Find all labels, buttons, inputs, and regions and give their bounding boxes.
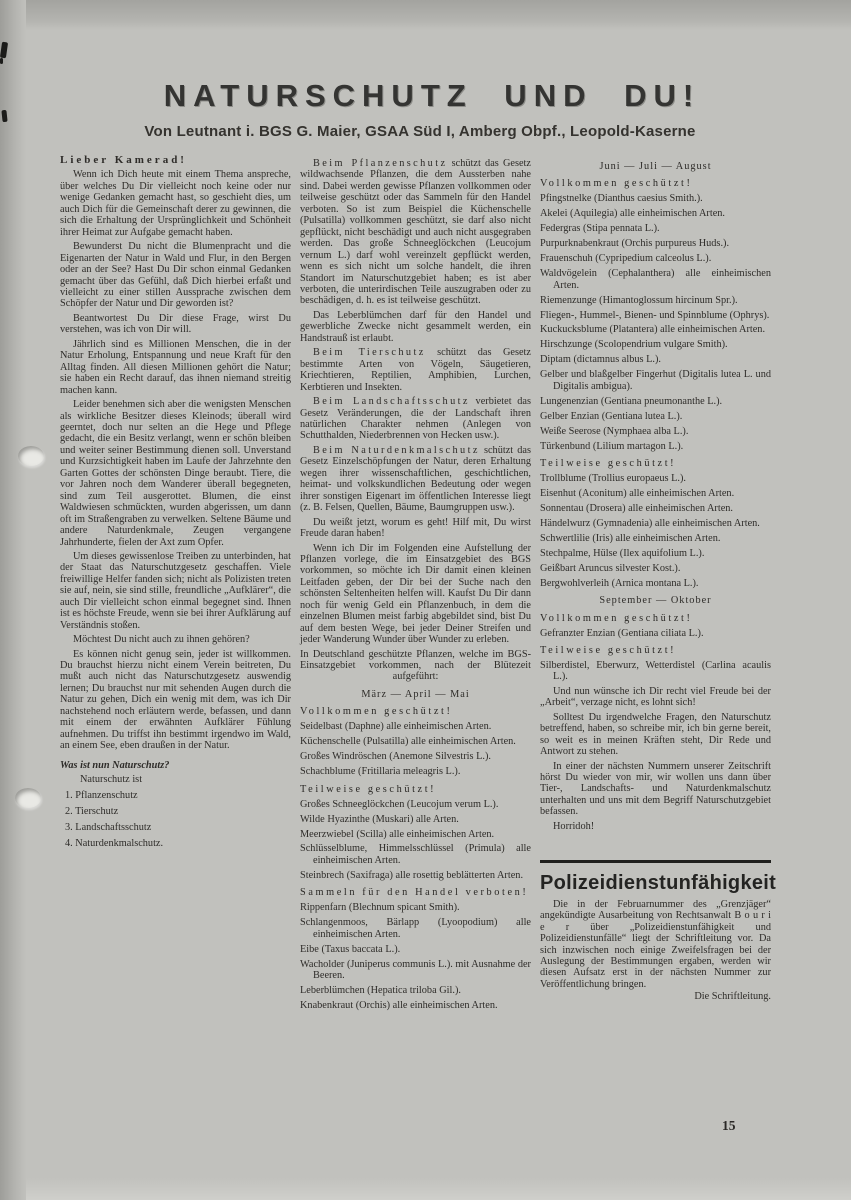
item: Stechpalme, Hülse (Ilex aquifolium L.). — [540, 547, 705, 559]
item: Wacholder (Juniperus communis L.). mit Ausnahme der Beeren. — [300, 958, 531, 982]
spaced-lead: Beim Tierschutz — [313, 347, 426, 359]
spaced-heading: Sammeln für den Handel verboten! — [300, 887, 529, 899]
page-number: 15 — [722, 1118, 736, 1133]
item: Diptam (dictamnus albus L.). — [540, 354, 661, 366]
item: Federgras (Stipa pennata L.). — [540, 223, 660, 235]
column-3 — [540, 155, 777, 1011]
para: Du weißt jetzt, worum es geht! Hilf mit, Du wirst Freude daran haben! — [300, 516, 531, 540]
column-2 — [300, 155, 531, 1011]
item: Silberdistel, Eberwurz, Wetterdistel (Carlina acaulis L.). — [540, 659, 771, 683]
byline: Von Leutnant i. BGS G. Maier, GSAA Süd I, Amberg Obpf., Leopold-Kaserne — [144, 123, 696, 140]
para: Und nun wünsche ich Dir recht viel Freude bei der „Arbeit“, verzage nicht, es lohnt sich! — [540, 685, 771, 709]
item: Knabenkraut (Orchis) alle einheimischen Arten. — [300, 999, 498, 1011]
page-title: NATURSCHUTZ UND DU! — [163, 78, 701, 113]
para: Jährlich sind es Millionen Menschen, die in der Natur Erholung, Entspannung und neue Kraft für den Alltag finden. All diesen Millionen gehört die Natur; sie haben ein Recht darauf, das ihnen niemand streitig machen kann. — [60, 338, 291, 396]
item: Meerzwiebel (Scilla) alle einheimischen Arten. — [300, 828, 495, 840]
item: Küchenschelle (Pulsatilla) alle einheimischen Arten. — [300, 736, 516, 748]
numbered: 4. Naturdenkmalschutz. — [65, 837, 164, 849]
spaced-heading: Teilweise geschützt! — [540, 645, 677, 656]
numbered: 1. Pflanzenschutz — [65, 790, 138, 802]
para: Es können nicht genug sein, jeder ist willkommen. Du brauchst hierzu nicht einem Verein beitreten, Du mußt auch nicht das Naturschutzgesetz auswendig lernen; Du brauchst nur mit sehenden Augen durch die Natur zu gehen, Dich ein wenig mit dem, was ich Dir nachstehend noch erläutern werde, befassen, und dann mit einem der erwähnten Aufklärer Fühlung aufnehmen. Du triffst ihn bestimmt irgendwo im Wald, an einem See, eben draußen in der Natur. — [60, 648, 291, 752]
para: Beantwortest Du Dir diese Frage, wirst Du verstehen, was ich von Dir will. — [60, 312, 291, 336]
spaced-heading: Teilweise geschützt! — [300, 783, 437, 795]
column-1 — [60, 155, 291, 1011]
item: Weiße Seerose (Nymphaea alba L.). — [540, 425, 689, 437]
para: Beim Landschaftsschutz verbietet das Gesetz Veränderungen, die der Landschaft ihren natürlichen Charakter nehmen (Anlegen von Schutthalden, Niederbrennen von Hecken usw.). — [300, 396, 531, 442]
item: Hirschzunge (Scolopendrium vulgare Smith). — [540, 339, 728, 351]
numbered: 3. Landschaftsschutz — [65, 821, 152, 833]
para: Um dieses gewissenlose Treiben zu unterbinden, hat der Staat das Naturschutzgesetz geschaffen. Viele freiwillige Helfer fanden sich; nicht als Polizisten treten sie auf, nein, sie sind stille, freundliche „Aufklärer“, die auch Dir vielleicht schon einmal begegnet sind. Ihnen ist es höchste Freude, wenn sie bei ihrer Aufklärung auf Verständnis stoßen. — [60, 550, 291, 631]
para: Horridoh! — [553, 820, 595, 832]
para: In Deutschland geschützte Pflanzen, welche im BGS-Einsatzgebiet vorkommen, nach der Blütezeit aufgeführt: — [300, 648, 531, 683]
spaced-heading: Vollkommen geschützt! — [540, 612, 693, 624]
item: Waldvögelein (Cephalanthera) alle einheimischen Arten. — [540, 268, 771, 291]
item: Leberblümchen (Hepatica triloba Gil.). — [300, 985, 461, 996]
para: Das Leberblümchen darf für den Handel und gewerbliche Zwecke nicht gesammelt werden, ein Handstrauß ist erlaubt. — [300, 309, 531, 344]
item: Türkenbund (Lilium martagon L.). — [540, 440, 684, 452]
lead-heading: Lieber Kamerad! — [60, 154, 187, 166]
item: Großes Schneeglöckchen (Leucojum verum L.). — [300, 798, 499, 810]
article-heading: Polizeidienstunfähigkeit — [540, 872, 777, 895]
item: Seidelbast (Daphne) alle einheimischen Arten. — [300, 721, 492, 733]
para: Bewunderst Du nicht die Blumenpracht und die Eigenarten der Natur in Wald und Flur, in den Bergen oder an der See? Hast Du Dir schon einmal Gedanken gemacht über das Gefühl, daß Dich hierbei erfaßt und vielleicht zu einer stillen Aussprache zwischen dem Schöpfer der Natur und Dir geworden ist? — [60, 241, 291, 310]
item: Gefranzter Enzian (Gentiana ciliata L.). — [540, 627, 704, 639]
spaced-lead: Beim Naturdenkmalschutz — [313, 444, 480, 456]
punch-hole — [15, 788, 41, 808]
item: Riemenzunge (Himantoglossum hircinum Spr.). — [540, 294, 738, 306]
item: Pfingstnelke (Dianthus caesius Smith.). — [540, 193, 703, 205]
month-heading: März — April — Mai — [361, 688, 470, 700]
spaced-heading: Teilweise geschützt! — [540, 458, 677, 470]
item: Lungenenzian (Gentiana pneumonanthe L.). — [540, 395, 723, 407]
item: Frauenschuh (Cypripedium calceolus L.). — [540, 253, 712, 265]
masthead — [60, 78, 780, 140]
paper-speck — [0, 58, 3, 64]
item: Gelber und blaßgelber Fingerhut (Digitalis lutea L. und Digitalis ambigua). — [540, 369, 771, 392]
item: Trollblume (Trollius europaeus L.). — [540, 473, 686, 485]
item: Rippenfarn (Blechnum spicant Smith). — [300, 902, 460, 914]
item: Eisenhut (Aconitum) alle einheimischen Arten. — [540, 487, 735, 499]
item: Purpurknabenkraut (Orchis purpureus Huds.). — [540, 238, 730, 250]
item: Fliegen-, Hummel-, Bienen- und Spinnblume (Ophrys). — [540, 309, 770, 321]
item: Schlüsselblume, Himmelsschlüssel (Primula) alle einheimischen Arten. — [300, 843, 531, 866]
signature: Die Schriftleitung. — [694, 991, 771, 1003]
punch-hole — [18, 446, 44, 466]
item: Bergwohlverleih (Arnica montana L.). — [540, 577, 699, 589]
spaced-lead: Beim Landschaftsschutz — [313, 396, 470, 408]
month-heading: Juni — Juli — August — [599, 161, 712, 172]
numbered: 2. Tierschutz — [65, 806, 119, 818]
para: Beim Naturdenkmalschutz schützt das Gesetz Einzelschöpfungen der Natur, deren Erhaltung wegen ihrer wissenschaftlichen, geschichtlichen, heimat- und volkskundlichen Bedeutung oder wegen ihrer sonstigen Eigenart im öffentlichen Interesse liegt (z. B. Felsen, Quellen, Bäume, Baumgruppen usw.). — [300, 444, 531, 514]
para: Wenn ich Dich heute mit einem Thema anspreche, über welches Du Dir vielleicht noch keine oder nur wenige Gedanken gemacht hast, so geschieht dies, um auch Dich für die Gemeinschaft derer zu gewinnen, die sich die Erhaltung der Ursprünglichkeit und Schönheit ihrer Heimat zur Aufgabe gemacht haben. — [60, 169, 291, 238]
para: Wenn ich Dir im Folgenden eine Aufstellung der Pflanzen vorlege, die im Einsatzgebiet des BGS vorkommen, so möchte ich Dir damit einen kleinen Leitfaden geben, der Dir bei der Suche nach den schönsten Seltenheiten helfen will. Kaufst Du Dir dann noch für wenig Geld ein Pflanzenbuch, in dem die einzelnen Blumen meist farbig abgebildet sind, bist Du auf dem besten Wege, bei jeder Deiner Streifen und jeder Wanderung Wunder über Wunder zu erleben. — [300, 542, 531, 646]
plain-indent: Naturschutz ist — [80, 774, 143, 786]
spaced-heading: Vollkommen geschützt! — [300, 706, 453, 718]
scan-top-shadow — [0, 0, 851, 30]
item: Gelber Enzian (Gentiana lutea L.). — [540, 410, 683, 422]
para: Die in der Februarnummer des „Grenzjäger“ angekündigte Ausarbeitung von Rechtsanwalt B o u r i e r über „Polizeidienstunfähigkeit und Polizeidienstunfälle“ liegt der Schriftleitung vor. Da sich inzwischen noch einige Zweifelsfragen bei der Auslegung der Bestimmungen ergaben, werden wir diesen Aufsatz erst in der nächsten Nummer zur Veröffentlichung bringen. — [540, 898, 771, 990]
month-heading: September — Oktober — [599, 595, 712, 607]
scan-bottom-edge — [0, 1178, 851, 1200]
para: Beim Pflanzenschutz schützt das Gesetz wildwachsende Pflanzen, die dem Aussterben nahe sind. Dabei werden gewisse Pflanzen vollkommen oder teilweise geschützt oder das Sammeln für den Handel verboten. So ist zum Beispiel die Küchenschelle (Pulsatilla) vollkommen geschützt, sie darf also nicht gepflückt, nicht beschädigt und auch nicht ausgegraben werden. Das große Schneeglöckchen (Leucojum vernum L.) darf wohl vereinzelt gepflückt werden, wenn es sich nicht um solche handelt, die ihren Standort im Naturschutzgebiet haben; es ist aber verboten, die unterirdischen Teile auszugraben oder zu beschädigen, d. h. es ist teilweise geschützt. — [300, 158, 531, 307]
scan-gutter-shadow — [0, 0, 26, 1200]
para: Leider benehmen sich aber die wenigsten Menschen als wirkliche Besitzer dieses Kleinods; überall wird geerntet, doch nur selten an die Hege und Pflege gedacht, die ein Besitz verlangt, wenn er schön bleiben und weiter seiner Bestimmung dienen soll. Unverstand und Kurzsichtigkeit haben im Laufe der Jahrzehnte den Garten Gottes der schönsten Dinge beraubt. Tiere, die vor Jahren noch dem Wanderer überall begegneten, sind zum Teil ausgerottet. Blumen, die einst Waldwiesen schmückten, wurden abgerissen, um dann oft im Straßengraben zu verwelken. Seltene Bäume und andere Naturdenkmale, Zeugen vergangene Jahrhunderte, fielen der Axt zum Opfer. — [60, 399, 291, 548]
item: Händelwurz (Gymnadenia) alle einheimischen Arten. — [540, 517, 760, 529]
item: Geißbart Aruncus silvester Kost.). — [540, 562, 681, 574]
item: Kuckucksblume (Platantera) alle einheimischen Arten. — [540, 324, 766, 336]
article-body — [60, 154, 777, 1011]
para: Solltest Du irgendwelche Fragen, den Naturschutz betreffend, haben, so schreibe mir, ich bin gerne bereit, so weit es in meinen Kräften steht, Dir Rede und Antwort zu stehen. — [540, 711, 771, 758]
spaced-lead: Beim Pflanzenschutz — [313, 158, 448, 169]
item: Eibe (Taxus baccata L.). — [300, 943, 401, 955]
item: Steinbrech (Saxifraga) alle rosettig beblätterten Arten. — [300, 869, 524, 881]
item: Akelei (Aquilegia) alle einheimischen Arten. — [540, 208, 725, 220]
item: Schachblume (Fritillaria meleagris L.). — [300, 766, 461, 778]
rule — [540, 860, 771, 863]
item: Großes Windröschen (Anemone Silvestris L.). — [300, 751, 491, 763]
para: In einer der nächsten Nummern unserer Zeitschrift hörst Du wieder von mir, wir wollen uns dann über Tier-, Landschafts- und Naturdenkmalschutz unterhalten und uns mit dem Begriff Naturschutzgebiet befassen. — [540, 760, 771, 818]
item: Sonnentau (Drosera) alle einheimischen Arten. — [540, 502, 734, 514]
item: Schwertlilie (Iris) alle einheimischen Arten. — [540, 532, 721, 544]
italic-heading: Was ist nun Naturschutz? — [60, 759, 170, 771]
spaced-heading: Vollkommen geschützt! — [540, 178, 693, 190]
para: Beim Tierschutz schützt das Gesetz bestimmte Arten von Vögeln, Säugetieren, Kriechtieren, Reptilien, Amphibien, Lurchen, Kerbtieren und Insekten. — [300, 347, 531, 393]
para: Möchtest Du nicht auch zu ihnen gehören? — [73, 634, 250, 646]
item: Schlangenmoos, Bärlapp (Lyoopodium) alle einheimischen Arten. — [300, 917, 531, 940]
item: Wilde Hyazinthe (Muskari) alle Arten. — [300, 813, 459, 825]
